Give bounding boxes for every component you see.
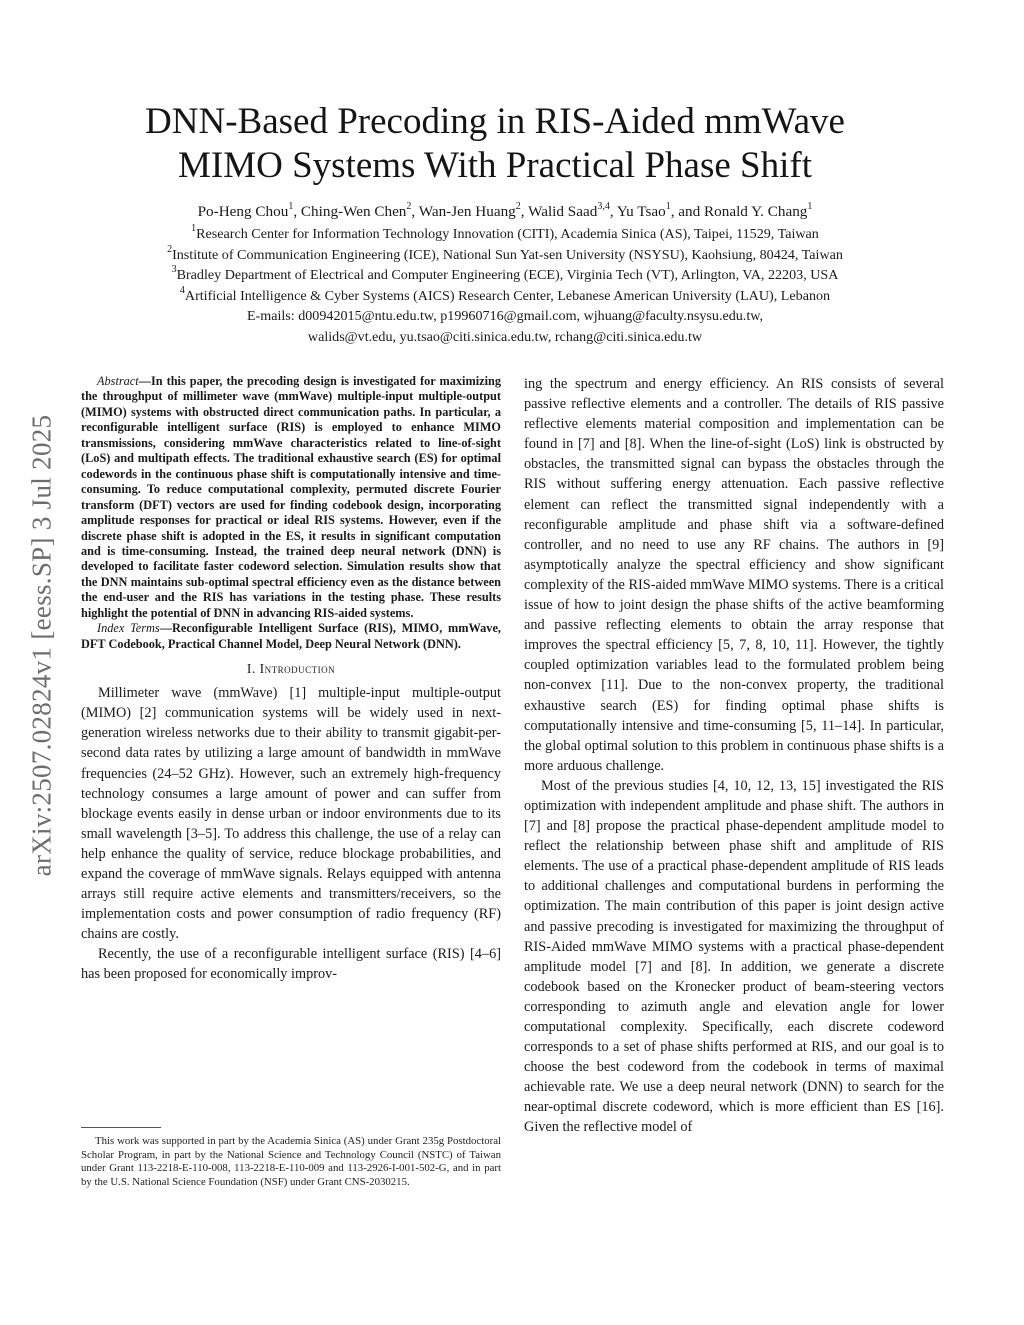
author-affiliation-mark: 3,4	[597, 200, 610, 212]
author-affiliation-mark: 2	[406, 200, 412, 212]
index-terms-label: Index Terms	[97, 621, 160, 636]
affiliation-2	[70, 245, 940, 266]
author-affiliation-mark: 1	[807, 200, 813, 212]
funding-footnote: This work was supported in part by the Academia Sinica (AS) under Grant 235g Postdoctoral Scholar Program, in part by the National Science and Technology Council (NSTC) of Taiwan under Grant 113-2218-E-110-008, 113-2218-E-110-009 and 113-2926-I-001-502-G, and in part by the U.S. National Science Foundation (NSF) under Grant CNS-2030215.	[81, 1135, 501, 1188]
affiliation-mark: 3	[171, 264, 177, 276]
affiliation-1	[70, 224, 940, 245]
right-paragraph-2: Most of the previous studies [4, 10, 12, 13, 15] investigated the RIS optimization with independent amplitude and phase shift. The authors in [7] and [8] propose the practical phase-dependent amplitude model to reflect the relationship between phase shift and amplitude of RIS elements. The use of a practical phase-dependent amplitude of RIS leads to additional challenges and computational burdens in performing the optimization. The main contribution of this paper is joint design active and passive precoding is investigated for maximizing the throughput of RIS-Aided mmWave MIMO systems with a practical phase-dependent amplitude model [7] and [8]. In addition, we generate a discrete codebook based on the Kronecker product of beam-steering vectors corresponding to azimuth angle and elevation angle for lower computational complexity. Specifically, each discrete codeword corresponds to a set of phase shifts performed at RIS, and our goal is to choose the best codeword from the codebook in terms of maximal achievable rate. We use a deep neural network (DNN) to search for the near-optimal discrete codeword, which is more efficient than ES [16]. Given the reflective model of	[524, 777, 944, 1136]
right-paragraph-1: ing the spectrum and energy efficiency. An RIS consists of several passive reflective elements and a controller. The details of RIS passive reflective elements material composition and implementation can be found in [7] and [8]. When the line-of-sight (LoS) link is obstructed by obstacles, the transmitted signal can bypass the obstacles through the RIS without suffering energy attenuation. Each passive reflective element can reflect the transmitted signal independently with a reconfigurable amplitude and phase shift via a software-defined controller, and no need to use any RF chains. The authors in [9] asymptotically analyze the spectral efficiency and show significant complexity of the RIS-aided mmWave MIMO systems. There is a critical issue of how to joint design the phase shifts of the active beamforming and passive reflecting elements to obtain the array response that improves the spectral efficiency [5, 7, 8, 10, 11]. However, the tightly coupled optimization variables lead to the formulated problem being non-convex [11]. Due to the non-convex property, the traditional exhaustive search (ES) for finding optimal phase shifts is computationally intensive and time-consuming [5, 11–14]. In particular, the global optimal solution to this problem in continuous phase shifts is a more arduous challenge.	[524, 376, 944, 774]
email-line-1: E-mails: d00942015@ntu.edu.tw, p19960716@gmail.com, wjhuang@faculty.nsysu.edu.tw,	[246, 308, 764, 324]
author-affiliation-mark: 1	[665, 200, 671, 212]
index-terms	[81, 621, 501, 652]
abstract	[81, 374, 501, 621]
intro-paragraph-2: Recently, the use of a reconfigurable intelligent surface (RIS) [4–6] has been proposed for economically improv-	[81, 946, 501, 983]
index-terms-text: —Reconfigurable Intelligent Surface (RIS), MIMO, mmWave, DFT Codebook, Practical Channel Model, Deep Neural Network (DNN).	[81, 621, 501, 651]
paper-title	[100, 100, 890, 188]
affiliation-text: Research Center for Information Technology Innovation (CITI), Academia Sinica (AS), Taipei, 11529, Taiwan	[196, 226, 819, 242]
author-name: , Walid Saad	[520, 203, 598, 220]
section-number: I.	[246, 661, 260, 677]
author-name: , and Ronald Y. Chang	[670, 203, 808, 220]
affiliation-4	[70, 286, 940, 307]
abstract-text: —In this paper, the precoding design is investigated for maximizing the throughput of millimeter wave (mmWave) multiple-input multiple-output (MIMO) systems with obstructed direct communication paths. In particular, a reconfigurable intelligent surface (RIS) is employed to enhance MIMO transmissions, considering mmWave characteristics related to line-of-sight (LoS) and multipath effects. The traditional exhaustive search (ES) for optimal codewords in the continuous phase shift is computationally intensive and time-consuming. To reduce computational complexity, permuted discrete Fourier transform (DFT) vectors are used for finding codebook design, incorporating amplitude responses for practical or ideal RIS systems. However, even if the discrete phase shift is adopted in the ES, it results in significant computation and is time-consuming. Instead, the trained deep neural network (DNN) is developed to facilitate faster codeword selection. Simulation results show that the DNN maintains sub-optimal spectral efficiency even as the distance between the end-user and the RIS has variations in the testing phase. These results highlight the potential of DNN in advancing RIS-aided systems.	[81, 374, 501, 620]
affiliation-text: Artificial Intelligence & Cyber Systems (AICS) Research Center, Lebanese American University (LAU), Lebanon	[184, 287, 831, 304]
section-title: Introduction	[259, 661, 336, 677]
arxiv-id-text: arXiv:2507.02824v1 [eess.SP] 3 Jul 2025	[26, 414, 57, 877]
author-affiliation-mark: 2	[515, 200, 521, 212]
author-list	[90, 201, 920, 222]
author-affiliation-mark: 1	[288, 200, 294, 212]
affiliation-mark: 1	[191, 223, 197, 235]
intro-paragraph-1: Millimeter wave (mmWave) [1] multiple-input multiple-output (MIMO) [2] communication systems will be widely used in next-generation wireless networks due to their ability to transmit gigabit-per-second data rates by utilizing a large amount of bandwidth in mmWave frequencies (24–52 GHz). However, such an extremely high-frequency technology consumes a large amount of power and can suffer from blockage events easily in dense urban or indoor environments due to its small wavelength [3–5]. To address this challenge, the use of a relay can help enhance the quality of service, reduce blockage probabilities, and expand the coverage of mmWave signals. Relays equipped with antenna arrays still require active elements and transmitters/receivers, so the implementation costs and power consumption of radio frequency (RF) chains are costly.	[81, 685, 501, 943]
author-name: Po-Heng Chou	[197, 203, 289, 220]
section-heading	[81, 661, 501, 677]
left-column	[81, 374, 501, 985]
affiliation-text: Institute of Communication Engineering (ICE), National Sun Yat-sen University (NSYSU), Kaohsiung, 80424, Taiwan	[172, 246, 843, 263]
author-name: , Wan-Jen Huang	[411, 203, 516, 220]
author-name: , Ching-Wen Chen	[293, 203, 407, 220]
affiliation-list	[70, 224, 940, 347]
title-line-2: MIMO Systems With Practical Phase Shift	[178, 145, 812, 186]
title-line-1: DNN-Based Precoding in RIS-Aided mmWave	[145, 101, 845, 142]
affiliation-text: Bradley Department of Electrical and Computer Engineering (ECE), Virginia Tech (VT), Arlington, VA, 22203, USA	[176, 267, 839, 283]
author-name: , Yu Tsao	[609, 203, 666, 220]
footnote-rule	[81, 1127, 161, 1128]
affiliation-mark: 4	[179, 284, 185, 296]
abstract-label: Abstract	[97, 374, 139, 388]
affiliation-3	[70, 265, 940, 286]
email-line-2: walids@vt.edu, yu.tsao@citi.sinica.edu.tw, rchang@citi.sinica.edu.tw	[307, 328, 703, 345]
right-column	[524, 374, 944, 1138]
affiliation-mark: 2	[167, 243, 173, 255]
